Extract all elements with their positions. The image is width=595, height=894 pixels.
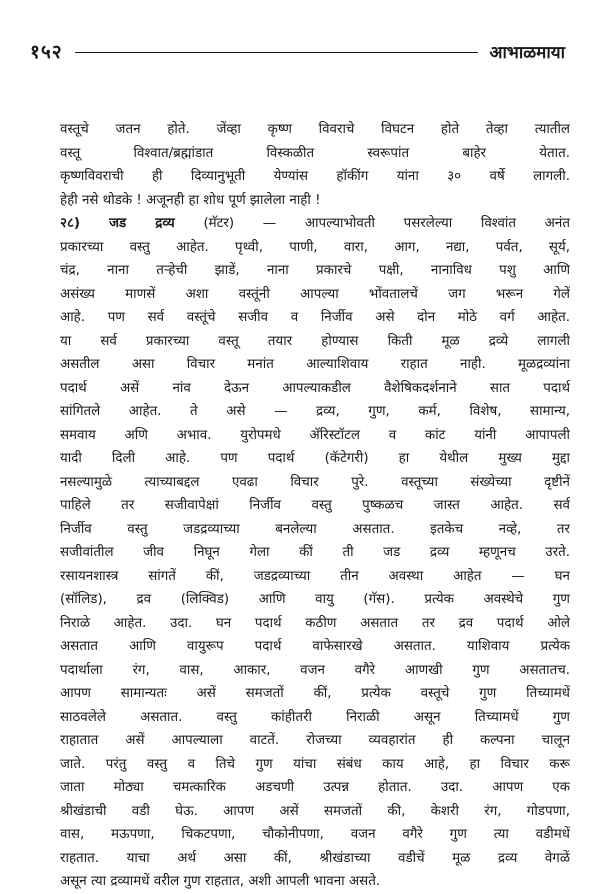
text-line: राहतात. याचा अर्थ असा कीं, श्रीखंडाच्या वडीचें मूळ द्रव्य वेगळें bbox=[60, 850, 570, 866]
running-title: आभाळमाया bbox=[489, 42, 565, 63]
text-line: असंख्य माणसें अशा वस्तूंनी आपल्या भोंवतालचें जग भरून गेलें bbox=[60, 286, 570, 302]
text-line: पदार्थाला रंग, वास, आकार, वजन वगैरे आणखी गुण असतातच. bbox=[60, 662, 570, 678]
text-line: साठवलेले असतात. वस्तु कांहीतरी निराळी असून तिच्यामधें गुण bbox=[60, 709, 570, 725]
text-line: असून त्या द्रव्यामधें वरील गुण राहतात, अशी आपली भावना असते. bbox=[60, 874, 381, 889]
text-line: राहातात असें आपल्याला वाटतें. रोजच्या व्यवहारांत ही कल्पना चालून bbox=[60, 733, 570, 748]
text-line: पाहिले तर सजीवापेक्षां निर्जीव वस्तु पुष्कळच जास्त आहेत. सर्व bbox=[60, 498, 570, 513]
text-line: हेही नसे थोडके ! अजूनही हा शोध पूर्ण झालेला नाही ! bbox=[60, 192, 321, 208]
page-number: १५२ bbox=[30, 41, 63, 63]
text-line: रसायनशास्त्र सांगतें कीं, जडद्रव्याच्या तीन अवस्था आहेत — घन bbox=[60, 568, 570, 584]
text-line: नसल्यामुळे त्याच्याबद्दल एवढा विचार पुरे. वस्तूच्या संख्येच्या दृष्टीनें bbox=[60, 474, 570, 490]
header-rule bbox=[75, 52, 478, 53]
text-line: यादी दिली आहे. पण पदार्थ (कॅटेगरी) हा येथील मुख्य मुद्दा bbox=[60, 451, 570, 466]
text-line: कृष्णविवराची ही दिव्यानुभूती येण्यांस हॉकींग यांना ३० वर्षे लागली. bbox=[60, 169, 570, 184]
text-line: वस्तू विश्वात/ब्रह्मांडात विस्कळीत स्वरूपांत बाहेर येतात. bbox=[60, 145, 570, 161]
text-line: प्रकारच्या वस्तु आहेत. पृथ्वी, पाणी, वारा, आग, नद्या, पर्वत, सूर्य, bbox=[60, 239, 570, 255]
page-header bbox=[30, 38, 565, 64]
text-line: चंद्र, नाना तऱ्हेची झाडें, नाना प्रकारचे पक्षी, नानाविध पशु आणि bbox=[60, 263, 570, 278]
text-line: सांगितले आहेत. ते असे — द्रव्य, गुण, कर्म, विशेष, सामान्य, bbox=[60, 404, 570, 419]
body-text bbox=[60, 118, 570, 894]
text-line: श्रीखंडाची वडी घेऊ. आपण असें समजतों की, केशरी रंग, गोडपणा, bbox=[60, 803, 570, 819]
text-line: समवाय अणि अभाव. युरोपमधे ॲरिस्टॉटल व कांट यांनी आपापली bbox=[60, 427, 570, 443]
text-line: वास, मऊपणा, चिकटपणा, चौकोनीपणा, वजन वगैरे गुण त्या वडीमधें bbox=[60, 827, 570, 842]
text-line: या सर्व प्रकारच्या वस्तू तयार होण्यास किती मूळ द्रव्ये लागली bbox=[60, 333, 570, 349]
text-line: जाता मोठ्या चमत्कारिक अडचणी उत्पन्न होतात. उदा. आपण एक bbox=[60, 780, 570, 795]
text-line: (मॅटर) — आपल्याभोवती पसरलेल्या विश्वांत अनंत bbox=[203, 216, 570, 231]
text-line: पदार्थ असें नांव देऊन आपल्याकडील वैशेषिकदर्शनाने सात पदार्थ bbox=[60, 380, 570, 396]
text-line: आपण सामान्यतः असें समजतों कीं, प्रत्येक वस्तूचे गुण तिच्यामधें bbox=[60, 686, 570, 701]
text-line: जाते. परंतु वस्तु व तिचे गुण यांचा संबंध काय आहे, हा विचार करू bbox=[60, 756, 570, 772]
text-line: असतील असा विचार मनांत आल्याशिवाय राहात नाही. मूळद्रव्यांना bbox=[60, 357, 570, 372]
text-line: सजीवांतील जीव निघून गेला कीं ती जड द्रव्य म्हणूनच उरते. bbox=[60, 545, 570, 560]
text-line: असतात आणि वायुरूप पदार्थ वाफेसारखे असतात. याशिवाय प्रत्येक bbox=[60, 639, 570, 654]
section-heading: २८) जड द्रव्य bbox=[60, 216, 175, 231]
text-line: निराळे आहेत. उदा. घन पदार्थ कठीण असतात तर द्रव पदार्थ ओले bbox=[60, 615, 570, 631]
text-line: आहे. पण सर्व वस्तूंचे सजीव व निर्जीव असे दोन मोठे वर्ग आहेत. bbox=[60, 310, 570, 325]
text-line: वस्तूचे जतन होते. जेंव्हा कृष्ण विवराचे विघटन होते तेव्हा त्यातील bbox=[60, 122, 570, 137]
text-line: निर्जीव वस्तु जडद्रव्याच्या बनलेल्या असतात. इतकेच नव्हे, तर bbox=[60, 521, 570, 537]
section-heading-line bbox=[60, 212, 570, 236]
text-line: (सॉलिड), द्रव (लिक्विड) आणि वायु (गॅस). प्रत्येक अवस्थेचे गुण bbox=[60, 592, 570, 607]
